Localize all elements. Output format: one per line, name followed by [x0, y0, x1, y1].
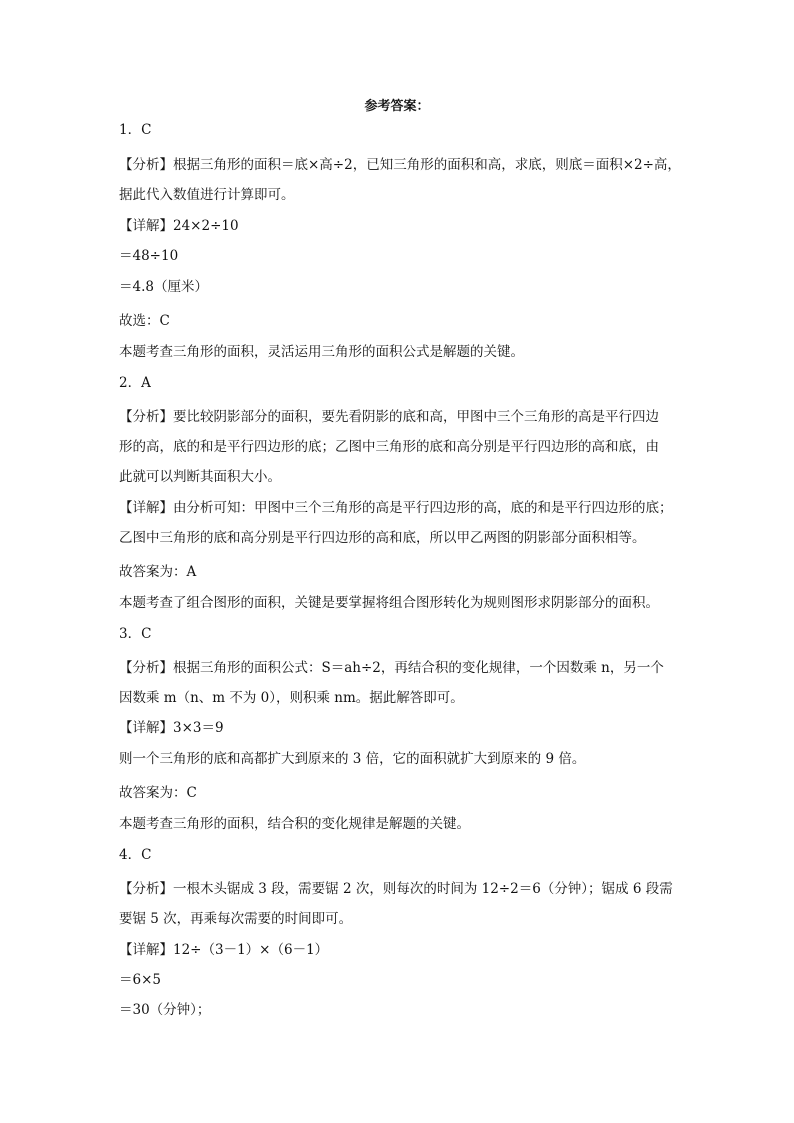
choice-line: 故选：C [119, 313, 170, 329]
text-line: 形的高，底的和是平行四边形的底；乙图中三角形的底和高分别是平行四边形的高和底，由 [119, 439, 659, 455]
answer-number: 3．C [119, 626, 152, 642]
text-line: 此就可以判断其面积大小。 [119, 469, 281, 485]
summary-line: 本题考查三角形的面积，灵活运用三角形的面积公式是解题的关键。 [119, 344, 524, 360]
solution-line: 【详解】24×2÷10 [119, 218, 239, 234]
choice-line: 故答案为：C [119, 785, 197, 801]
text-line: 要锯 5 次，再乘每次需要的时间即可。 [119, 911, 353, 927]
solution-line: 【详解】由分析可知：甲图中三个三角形的高是平行四边形的高，底的和是平行四边形的底； [119, 500, 673, 516]
text-line: ＝48÷10 [119, 248, 179, 264]
answer-number: 4．C [119, 847, 152, 863]
answer-number: 1．C [119, 122, 152, 138]
text-line: ＝30（分钟）； [119, 1002, 211, 1018]
text-line: 因数乘 m（n、m 不为 0），则积乘 nm。据此解答即可。 [119, 690, 464, 706]
summary-line: 本题考查了组合图形的面积，关键是要掌握将组合图形转化为规则图形求阴影部分的面积。 [119, 595, 659, 611]
analysis-line: 【分析】根据三角形的面积公式：S＝ah÷2，再结合积的变化规律，一个因数乘 n，另一个 [119, 660, 664, 676]
text-line: 据此代入数值进行计算即可。 [119, 187, 295, 203]
text-line: ＝6×5 [119, 972, 161, 988]
analysis-line: 【分析】一根木头锯成 3 段，需要锯 2 次，则每次的时间为 12÷2＝6（分钟）；锯成 6 段需 [119, 881, 673, 897]
summary-line: 本题考查三角形的面积，结合积的变化规律是解题的关键。 [119, 816, 470, 832]
page-title: 参考答案： [364, 99, 430, 114]
solution-line: 【详解】12÷（3－1）×（6－1） [119, 942, 329, 958]
answer-number: 2．A [119, 375, 151, 391]
text-line: ＝4.8（厘米） [119, 279, 208, 295]
text-line: 则一个三角形的底和高都扩大到原来的 3 倍，它的面积就扩大到原来的 9 倍。 [119, 751, 586, 767]
solution-line: 【详解】3×3＝9 [119, 720, 224, 736]
text-line: 乙图中三角形的底和高分别是平行四边形的高和底，所以甲乙两图的阴影部分面积相等。 [119, 530, 646, 546]
analysis-line: 【分析】要比较阴影部分的面积，要先看阴影的底和高，甲图中三个三角形的高是平行四边 [119, 409, 659, 425]
analysis-line: 【分析】根据三角形的面积＝底×高÷2，已知三角形的面积和高，求底，则底＝面积×2÷高， [119, 157, 681, 173]
choice-line: 故答案为：A [119, 564, 197, 580]
